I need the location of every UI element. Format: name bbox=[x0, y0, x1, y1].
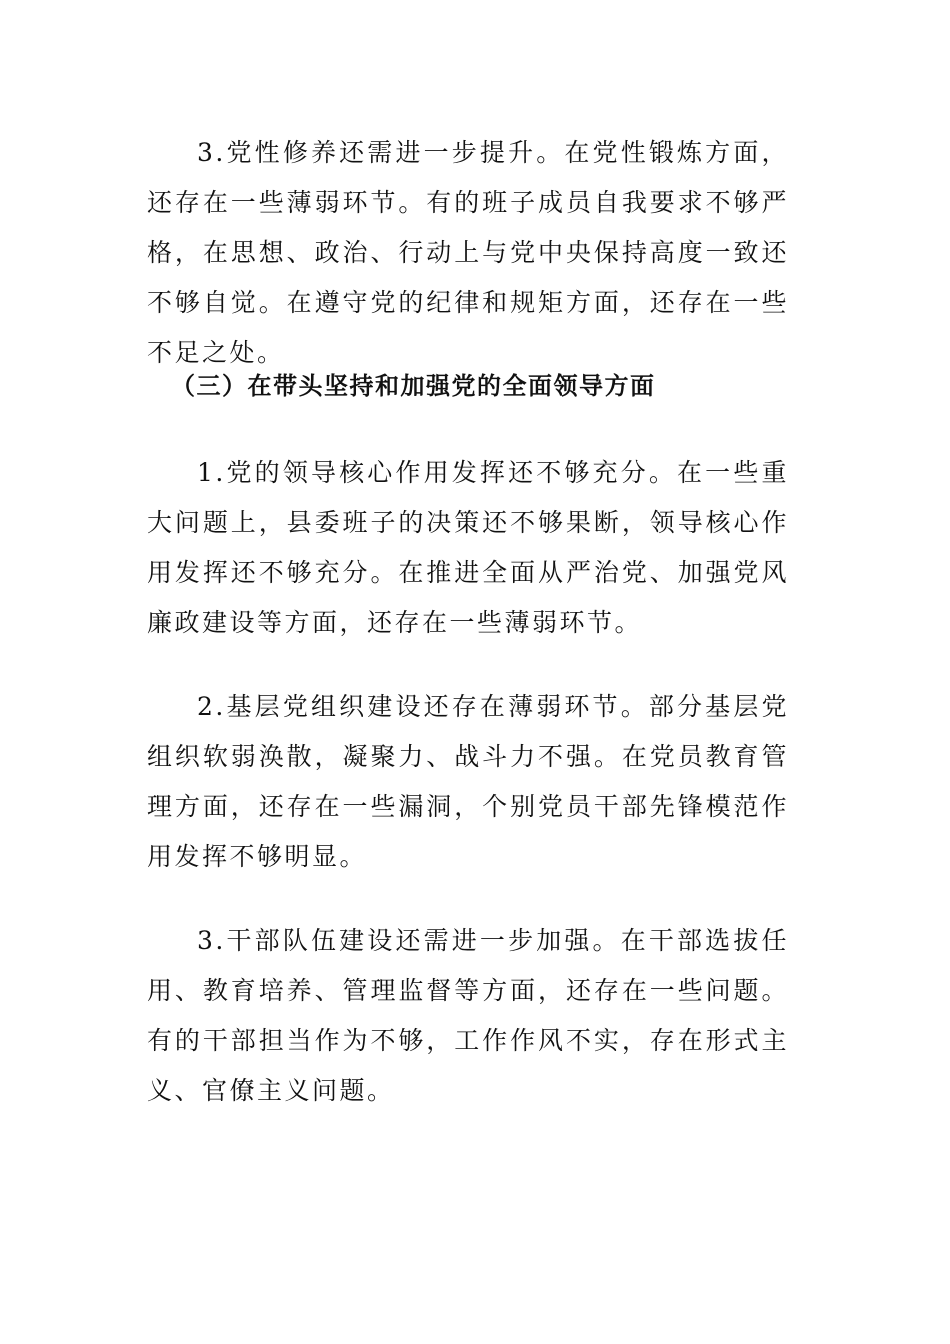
paragraph-grassroots-org: 2.基层党组织建设还存在薄弱环节。部分基层党组织软弱涣散，凝聚力、战斗力不强。在党员教育管理方面，还存在一些漏洞，个别党员干部先锋模范作用发挥不够明显。 bbox=[147, 692, 789, 871]
paragraph-cadre-team: 3.干部队伍建设还需进一步加强。在干部选拔任用、教育培养、管理监督等方面，还存在一些问题。有的干部担当作为不够，工作作风不实，存在形式主义、官僚主义问题。 bbox=[147, 926, 789, 1105]
paragraph-leadership-core: 1.党的领导核心作用发挥还不够充分。在一些重大问题上，县委班子的决策还不够果断，领导核心作用发挥还不够充分。在推进全面从严治党、加强党风廉政建设等方面，还存在一些薄弱环节。 bbox=[147, 458, 789, 637]
section-heading-3: （三）在带头坚持和加强党的全面领导方面 bbox=[171, 372, 656, 400]
paragraph-party-spirit: 3.党性修养还需进一步提升。在党性锻炼方面，还存在一些薄弱环节。有的班子成员自我要求不够严格，在思想、政治、行动上与党中央保持高度一致还不够自觉。在遵守党的纪律和规矩方面，还存在一些不足之处。 bbox=[147, 138, 789, 367]
